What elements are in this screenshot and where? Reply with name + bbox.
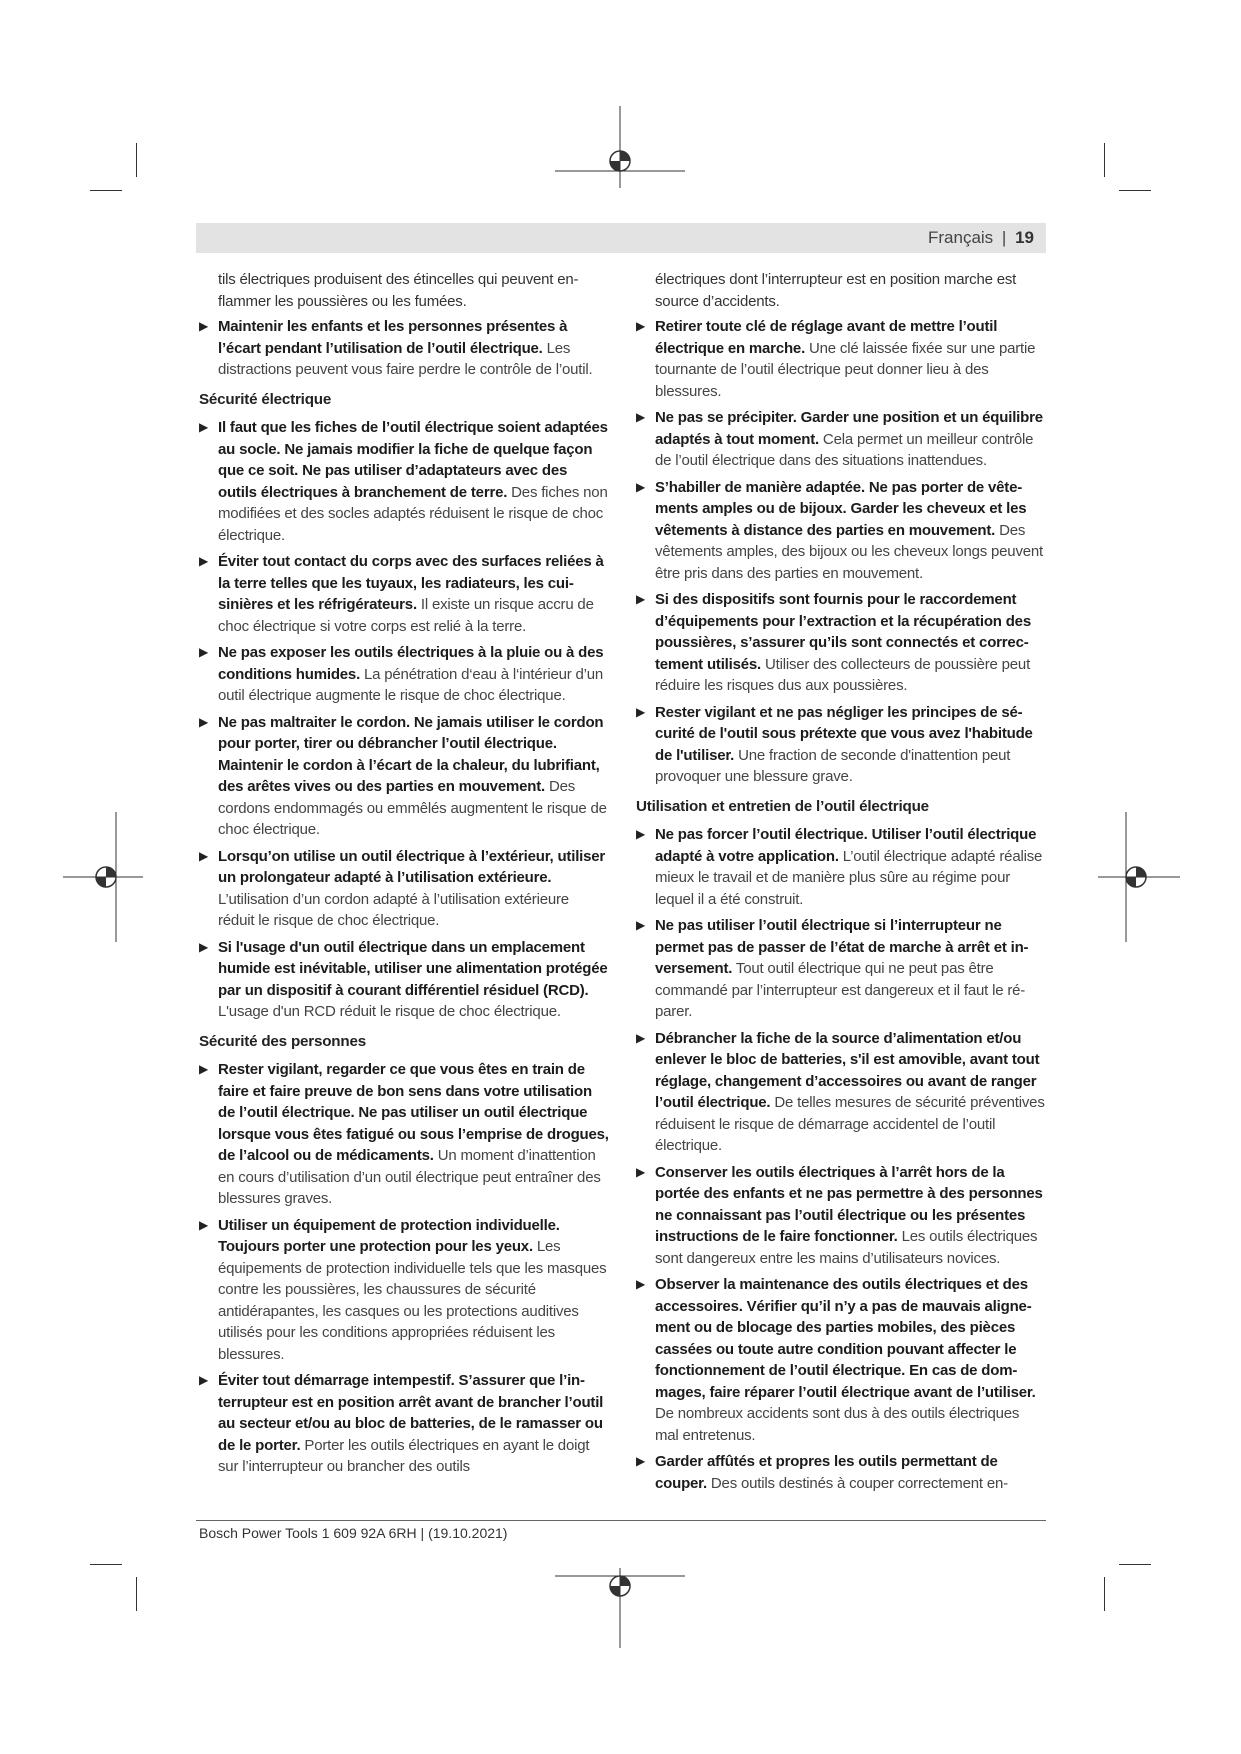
item-text: Des outils destinés à couper correctement en- [706, 1474, 1008, 1492]
crop-mark-bottom-left-v [136, 1577, 137, 1611]
registration-target-right-icon [1098, 812, 1180, 942]
item-text: De telles mesures de sécurité préventives réduisent le risque de démarrage accidentel de l’outil électrique. [655, 1094, 1045, 1154]
bullet-arrow-icon: ▶ [636, 1164, 646, 1179]
header-separator: | [1001, 228, 1007, 247]
bullet-arrow-icon: ▶ [636, 592, 646, 606]
bullet-arrow-icon: ▶ [199, 420, 209, 434]
item-text: La pénétration d‘eau à l‘intérieur d’un outil électrique augmente le risque de choc électrique. [218, 665, 604, 704]
item-bold-text: Rester vigilant, regarder ce que vous êtes en train de faire et faire preuve de bon sens dans votre utilisation de l’outil électrique. Ne pas utiliser un outil électrique lorsque vous êtes fatigué ou sous l’emprise de drogues, de l’alcool ou de médicaments. [218, 1061, 609, 1164]
bullet-arrow-icon: ▶ [636, 1454, 646, 1468]
page-header [196, 223, 1046, 253]
item-text: Une clé laissée fixée sur une partie tournante de l’outil électrique peut donner lieu à des blessures. [655, 339, 1036, 400]
crop-mark-bottom-right-v [1104, 1577, 1105, 1611]
bullet-arrow-icon: ▶ [636, 319, 646, 333]
safety-item [199, 712, 609, 841]
item-text: Une fraction de seconde d'inattention peut provoquer une blessure grave. [655, 746, 1011, 785]
safety-item [199, 1059, 609, 1210]
item-bold-text: Garder affûtés et propres les outils permettant de couper. [655, 1453, 998, 1492]
safety-item [199, 1370, 609, 1478]
item-bold-text: Ne pas utiliser l’outil électrique si l’interrupteur ne permet pas de passer de l’état de marche à arrêt et inversement. [655, 917, 1029, 977]
crop-mark-top-left-h [90, 190, 122, 191]
item-bold-text: Éviter tout contact du corps avec des surfaces reliées à la terre telles que les tuyaux, les radiateurs, les cuisinières et les réfrigérateurs. [218, 553, 604, 613]
bullet-arrow-icon: ▶ [636, 704, 646, 719]
item-text: Un moment d’inattention en cours d’utilisation d’un outil électrique peut entraîner des blessures graves. [218, 1147, 601, 1207]
bullet-arrow-icon: ▶ [199, 939, 209, 954]
item-text: Tout outil électrique qui ne peut pas être commandé par l’interrupteur est dangereux et il faut le réparer. [655, 960, 1026, 1020]
item-text: Des cordons endommagés ou emmêlés augmentent le risque de choc électrique. [218, 778, 607, 838]
bullet-arrow-icon: ▶ [199, 1062, 209, 1076]
crop-mark-bottom-right-h [1119, 1564, 1151, 1565]
header-label [928, 228, 1034, 248]
bullet-arrow-icon: ▶ [636, 1277, 646, 1291]
item-bold-text: Si des dispositifs sont fournis pour le raccordement d’équipements pour l’extraction et la récupération des poussières, s’assurer qu’ils sont connectés et correctement utilisés. [655, 591, 1031, 673]
item-text: L’outil électrique adapté réalise mieux le travail et de manière plus sûre au régime pour lequel il a été construit. [655, 847, 1043, 908]
safety-item [636, 589, 1046, 697]
bullet-arrow-icon: ▶ [199, 319, 209, 333]
safety-item [636, 915, 1046, 1023]
item-bold-text: Retirer toute clé de réglage avant de mettre l’outil électrique en marche. [655, 318, 998, 357]
footer-divider [196, 1520, 1046, 1521]
left-column [199, 269, 609, 1483]
item-text: Cela permet un meilleur contrôle de l’outil électrique dans des situations inattendues. [655, 430, 1034, 469]
item-text: Porter les outils électriques en ayant le doigt sur l’interrupteur ou brancher des outils [218, 1436, 590, 1475]
bullet-arrow-icon: ▶ [636, 1030, 646, 1045]
safety-item [199, 937, 609, 1023]
safety-item [636, 702, 1046, 788]
page-footer: Bosch Power Tools 1 609 92A 6RH | (19.10.2021) [199, 1525, 508, 1541]
item-text: Les distractions peuvent vous faire perdre le contrôle de l’outil. [218, 339, 593, 378]
bullet-arrow-icon: ▶ [199, 1373, 209, 1387]
continuation-text: tils électriques produisent des étincelles qui peuvent enflammer les poussières ou les fumées. [218, 271, 579, 310]
bullet-arrow-icon: ▶ [199, 1217, 209, 1232]
item-bold-text: Débrancher la fiche de la source d’alimentation et/ou enlever le bloc de batteries, s'il est amovible, avant tout réglage, changement d’accessoires ou avant de ranger l’outil électrique. [655, 1029, 1040, 1111]
item-bold-text: Utiliser un équipement de protection individuelle. Toujours porter une protection pour les yeux. [218, 1216, 560, 1255]
item-text: De nombreux accidents sont dus à des outils électriques mal entretenus. [655, 1405, 1020, 1444]
section-heading: Sécurité des personnes [199, 1032, 366, 1050]
section-heading: Sécurité électrique [199, 390, 332, 408]
safety-item [199, 1215, 609, 1366]
crop-mark-top-left-v [136, 143, 137, 177]
item-bold-text: Ne pas maltraiter le cordon. Ne jamais utiliser le cordon pour porter, tirer ou débrancher l’outil électrique. Maintenir le cordon à l’écart de la chaleur, du lubrifiant, des arêtes vives ou des parties en mouvement. [218, 713, 604, 795]
safety-item [199, 417, 609, 546]
safety-item [636, 1451, 1046, 1494]
item-text: Utiliser des collecteurs de poussière peut réduire les risques dus aux poussières. [655, 655, 1031, 694]
item-bold-text: Éviter tout démarrage intempestif. S’assurer que l’interrupteur est en position arrêt avant de brancher l’outil au secteur et/ou au bloc de batteries, de le ramasser ou de le porter. [218, 1372, 604, 1454]
bullet-arrow-icon: ▶ [199, 554, 209, 568]
crop-mark-bottom-left-h [90, 1564, 122, 1565]
continuation-text: électriques dont l’interrupteur est en position marche est source d’accidents. [655, 271, 1017, 310]
crop-mark-top-right-v [1104, 143, 1105, 177]
item-text: L’utilisation d’un cordon adapté à l’utilisation extérieure réduit le risque de choc électrique. [218, 890, 569, 929]
item-bold-text: Ne pas forcer l’outil électrique. Utiliser l’outil électrique adapté à votre application. [655, 826, 1037, 865]
item-bold-text: Conserver les outils électriques à l’arrêt hors de la portée des enfants et ne pas permettre à des personnes ne connaissant pas l’outil électrique ou les présentes instructions de le faire fonctionner. [655, 1163, 1043, 1245]
page-number: 19 [1015, 228, 1034, 247]
item-bold-text: Lorsqu’on utilise un outil électrique à l’extérieur, utiliser un prolongateur adapté à l’utilisation extérieure. [218, 847, 606, 886]
safety-item [636, 1274, 1046, 1446]
safety-item [636, 1028, 1046, 1157]
item-text: Les équipements de protection individuelle tels que les masques contre les poussières, les chaussures de sécurité antidérapantes, les casques ou les protections auditives utilisés pour les conditions appropriées réduisent les blessures. [218, 1238, 607, 1363]
registration-target-left-icon [63, 812, 143, 942]
bullet-arrow-icon: ▶ [199, 645, 209, 659]
item-text: Il existe un risque accru de choc électrique si votre corps est relié à la terre. [218, 596, 594, 635]
item-text: Des vêtements amples, des bijoux ou les cheveux longs peuvent être pris dans des parties en mouvement. [655, 521, 1044, 582]
bullet-arrow-icon: ▶ [636, 918, 646, 932]
safety-item [199, 551, 609, 637]
bullet-arrow-icon: ▶ [636, 410, 646, 424]
safety-item [199, 846, 609, 932]
item-bold-text: Ne pas exposer les outils électriques à la pluie ou à des conditions humides. [218, 644, 604, 683]
item-bold-text: Maintenir les enfants et les personnes présentes à l’écart pendant l’utilisation de l’outil électrique. [218, 318, 568, 357]
right-column [636, 269, 1046, 1499]
item-text: Des fiches non modifiées et des socles adaptés réduisent le risque de choc électrique. [218, 483, 608, 544]
registration-target-top-icon [555, 106, 685, 188]
section-heading: Utilisation et entretien de l’outil électrique [636, 797, 929, 815]
safety-item [636, 316, 1046, 402]
section-title: Français [928, 228, 994, 247]
item-text: Les outils électriques sont dangereux entre les mains d’utilisateurs novices. [655, 1228, 1038, 1267]
item-bold-text: Il faut que les fiches de l’outil électrique soient adaptées au socle. Ne jamais modifier la fiche de quelque façon que ce soit. Ne pas utiliser d’adaptateurs avec des outils électriques à branchement de terre. [218, 419, 608, 501]
item-bold-text: Si l'usage d'un outil électrique dans un emplacement humide est inévitable, utiliser une alimentation protégée par un dispositif à courant différentiel résiduel (RCD). [218, 938, 608, 999]
safety-item [636, 477, 1046, 585]
safety-item [636, 1162, 1046, 1270]
safety-item [636, 407, 1046, 472]
safety-item [199, 642, 609, 707]
item-bold-text: Rester vigilant et ne pas négliger les principes de sécurité de l'outil sous prétexte que vous avez l'habitude de l'utiliser. [655, 703, 1033, 764]
item-bold-text: S’habiller de manière adaptée. Ne pas porter de vêtements amples ou de bijoux. Garder les cheveux et les vêtements à distance des parties en mouvement. [655, 478, 1027, 539]
registration-target-bottom-icon [555, 1568, 685, 1648]
safety-item [636, 824, 1046, 910]
bullet-arrow-icon: ▶ [199, 714, 209, 729]
safety-item [199, 316, 609, 381]
crop-mark-top-right-h [1119, 190, 1151, 191]
item-text: L'usage d'un RCD réduit le risque de choc électrique. [218, 1003, 561, 1020]
item-bold-text: Observer la maintenance des outils électriques et des accessoires. Vérifier qu’il n’y a pas de mauvais alignement ou de blocage des parties mobiles, des pièces cassées ou toute autre condition pouvant affecter le fonctionnement de l’outil électrique. En cas de dommages, faire réparer l’outil électrique avant de l’utiliser. [655, 1276, 1036, 1401]
bullet-arrow-icon: ▶ [636, 827, 646, 841]
item-bold-text: Ne pas se précipiter. Garder une position et un équilibre adaptés à tout moment. [655, 409, 1043, 448]
bullet-arrow-icon: ▶ [199, 848, 209, 863]
bullet-arrow-icon: ▶ [636, 479, 646, 494]
